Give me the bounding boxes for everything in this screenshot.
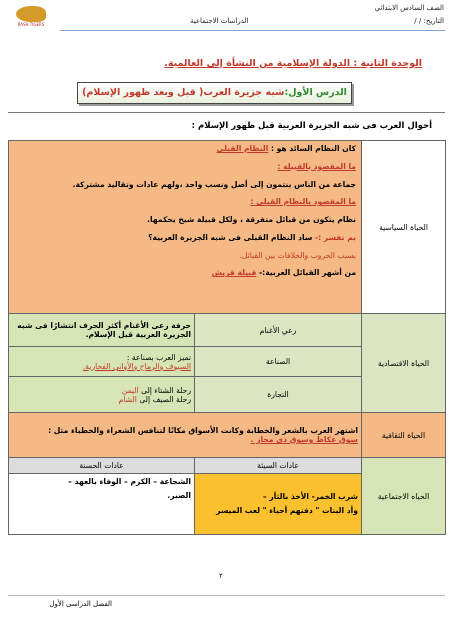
social-bad-header: عادات السيئة: [195, 458, 362, 474]
economic-category: الحياة الاقتصادية: [362, 314, 446, 413]
political-content: [9, 141, 362, 314]
economic-text-trade: رحلة الشتاء إلى اليمن رحلة الصيف إلى الشام: [9, 377, 195, 413]
page-number: ٢: [219, 572, 223, 580]
cultural-category: الحياة الثقافية: [362, 413, 446, 458]
political-category: الحياة السياسية: [362, 141, 446, 314]
economic-label-grazing: رعي الأغنام: [195, 314, 362, 347]
political-line-1: كان النظام السائد هو : النظام القبلى: [216, 144, 357, 153]
social-category: الحياه الاجتماعية: [362, 458, 446, 535]
cultural-row: [9, 413, 446, 458]
political-row: [9, 141, 446, 314]
unit-title: الوحدة الثانية : الدولة الإسلامية من النشأة إلى العالمية.: [164, 58, 422, 69]
date-label: التاريخ: / /: [414, 17, 444, 25]
political-answer-1: جماعة من الناس ينتمون إلى أصل ونسب واحد ،ولهم عادات وتقاليد مشتركة.: [72, 179, 357, 189]
section-divider: [8, 112, 445, 113]
lesson-title-box: [77, 82, 352, 104]
subject-label: الدراسات الاجتماعية: [190, 17, 249, 25]
social-header-row: [9, 458, 446, 474]
social-good-content: الشجاعة – الكرم – الوفاء بالعهد – الصبر.: [9, 474, 195, 535]
grade-label: الصف السادس الابتدائي: [374, 4, 444, 12]
school-logo: [8, 4, 54, 30]
political-question-1: ما المقصود بالقبيلة :: [277, 161, 357, 171]
lesson-label: الدرس الأول:: [284, 87, 347, 98]
footer-divider: [8, 595, 445, 596]
economic-label-industry: الصناعة: [195, 347, 362, 377]
political-question-2: ما المقصود بالنظام القبلى :: [250, 197, 357, 207]
header-divider: [60, 30, 445, 31]
social-good-header: عادات الحسنة: [9, 458, 195, 474]
section-heading: أحوال العرب فى شبه الجزيرة العربية قبل ظهور الإسلام :: [191, 121, 432, 131]
footer-term: الفصل الدراسى الأول: [49, 600, 112, 608]
political-answer-3: بسبب الحروب والخلافات بين القبائل.: [239, 250, 357, 260]
political-answer-2: نظام يتكون من قبائل متفرقة ، ولكل قبيلة شيخ يحكمها.: [147, 215, 357, 224]
economic-text-grazing: حرفة رعى الأغنام أكثر الحرف انتشارًا فى شبه الجزيرة العربية قبل الإسلام.: [9, 314, 195, 347]
cultural-content: اشتهر العرب بالشعر والخطابة وكانت الأسواق مكانًا لتنافس الشعراء والخطباء مثل : سوق عكاظ وسوق ذى مجاز .: [9, 413, 362, 458]
economic-row-grazing: [9, 314, 446, 347]
logo-text: RASH TIGERS: [17, 22, 45, 27]
political-famous-tribe: من أشهر القبائل العربية:- قبيلة قريش: [211, 268, 357, 278]
political-question-3: بم تفسر :- ساد النظام القبلى فى شبه الجزيرة العربية؟: [148, 232, 357, 242]
economic-label-trade: التجارة: [195, 377, 362, 413]
lesson-title: شبه جزيرة العرب( قبل وبعد ظهور الإسلام): [82, 87, 285, 98]
social-bad-content: شرب الخمر- الأخذ بالثأر – وأد البنات " دفنهم أحياء " لعب الميسر: [195, 474, 362, 535]
content-table: [8, 140, 446, 535]
tiger-logo-icon: [16, 6, 46, 22]
economic-text-industry: تميز العرب بصناعة : السيوف والرماح والأوانى الفخارية.: [9, 347, 195, 377]
